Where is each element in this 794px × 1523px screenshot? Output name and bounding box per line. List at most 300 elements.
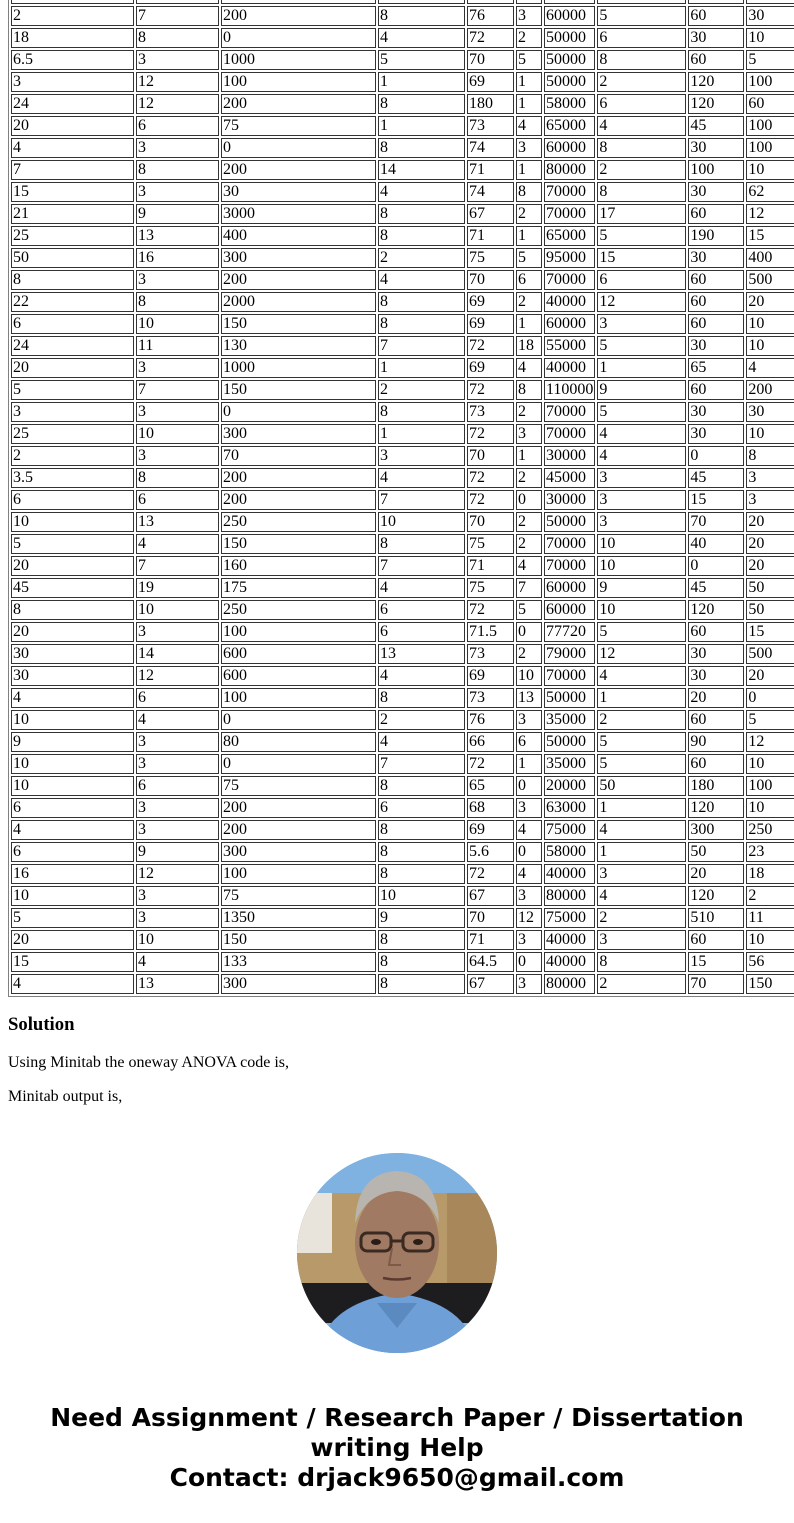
table-cell: 600 — [221, 644, 376, 664]
table-cell: 200 — [221, 6, 376, 26]
table-cell: 3 — [597, 468, 686, 488]
table-cell: 25 — [11, 226, 134, 246]
table-cell: 100 — [221, 864, 376, 884]
table-cell: 13 — [516, 688, 542, 708]
table-cell: 75 — [467, 578, 514, 598]
table-cell: 10 — [746, 798, 794, 818]
table-cell: 80000 — [544, 160, 595, 180]
table-cell: 10 — [378, 512, 465, 532]
table-cell: 50 — [746, 600, 794, 620]
table-cell: 4 — [378, 182, 465, 202]
table-row — [11, 688, 794, 708]
table-cell: 35000 — [544, 754, 595, 774]
table-cell: 6 — [378, 600, 465, 620]
table-cell: 6 — [597, 270, 686, 290]
table-cell: 70 — [467, 270, 514, 290]
table-cell: 300 — [221, 842, 376, 862]
table-cell: 2 — [378, 710, 465, 730]
table-cell: 40 — [688, 534, 744, 554]
table-cell: 10 — [136, 930, 219, 950]
table-cell: 10 — [516, 666, 542, 686]
table-cell: 69 — [467, 72, 514, 92]
table-cell: 60000 — [544, 578, 595, 598]
table-cell: 3 — [136, 886, 219, 906]
table-cell: 100 — [221, 622, 376, 642]
table-cell: 8 — [378, 952, 465, 972]
table-cell: 1 — [516, 72, 542, 92]
table-cell: 180 — [467, 94, 514, 114]
table-cell: 71 — [467, 556, 514, 576]
table-cell: 20 — [746, 666, 794, 686]
table-cell: 60 — [688, 314, 744, 334]
table-cell: 1 — [597, 842, 686, 862]
table-cell: 3 — [136, 622, 219, 642]
table-cell: 3 — [136, 820, 219, 840]
table-cell: 6 — [516, 732, 542, 752]
table-cell: 500 — [746, 270, 794, 290]
table-cell: 8 — [11, 600, 134, 620]
table-cell: 4 — [136, 952, 219, 972]
table-row — [11, 864, 794, 884]
table-cell: 300 — [221, 424, 376, 444]
table-cell: 4 — [11, 820, 134, 840]
table-cell: 200 — [221, 468, 376, 488]
table-cell: 6 — [597, 94, 686, 114]
table-cell: 9 — [597, 578, 686, 598]
table-cell: 90 — [688, 732, 744, 752]
table-cell: 5 — [597, 754, 686, 774]
table-cell: 9 — [136, 842, 219, 862]
table-cell: 6 — [136, 490, 219, 510]
table-cell: 20000 — [544, 776, 595, 796]
table-row — [11, 160, 794, 180]
table-cell: 300 — [221, 974, 376, 994]
table-cell: 60000 — [544, 138, 595, 158]
table-cell: 3 — [597, 314, 686, 334]
table-cell: 2 — [516, 468, 542, 488]
promo-line-2: writing Help — [310, 1433, 484, 1462]
table-cell: 3 — [136, 908, 219, 928]
table-cell: 65 — [688, 358, 744, 378]
table-cell: 12 — [597, 644, 686, 664]
table-cell: 12 — [136, 666, 219, 686]
table-cell: 12 — [746, 732, 794, 752]
table-cell: 72 — [467, 28, 514, 48]
table-cell: 200 — [221, 490, 376, 510]
table-cell: 3 — [136, 402, 219, 422]
table-cell: 45 — [11, 578, 134, 598]
table-cell: 7 — [136, 380, 219, 400]
table-cell: 1000 — [221, 50, 376, 70]
table-cell: 5 — [516, 600, 542, 620]
table-cell: 0 — [221, 138, 376, 158]
table-cell: 72 — [467, 864, 514, 884]
table-cell: 6 — [11, 490, 134, 510]
table-cell: 50000 — [544, 28, 595, 48]
table-cell: 120 — [688, 94, 744, 114]
table-cell: 18 — [746, 864, 794, 884]
table-cell: 3 — [136, 732, 219, 752]
table-cell: 71 — [467, 160, 514, 180]
table-cell: 6 — [516, 270, 542, 290]
table-cell: 70000 — [544, 666, 595, 686]
table-cell: 50000 — [544, 50, 595, 70]
table-cell: 0 — [516, 952, 542, 972]
table-cell: 1 — [597, 358, 686, 378]
table-cell: 70 — [467, 908, 514, 928]
table-cell: 60 — [688, 270, 744, 290]
table-cell: 1 — [597, 798, 686, 818]
table-cell: 10 — [597, 534, 686, 554]
table-cell: 60 — [688, 50, 744, 70]
solution-text-output: Minitab output is, — [8, 1088, 123, 1105]
table-cell: 15 — [746, 622, 794, 642]
table-row — [11, 380, 794, 400]
table-cell: 100 — [746, 776, 794, 796]
table-cell: 4 — [597, 116, 686, 136]
table-cell: 3 — [516, 138, 542, 158]
table-cell: 20 — [11, 556, 134, 576]
table-cell: 3 — [516, 974, 542, 994]
table-cell: 8 — [378, 402, 465, 422]
table-cell: 64.5 — [467, 952, 514, 972]
table-cell: 4 — [378, 578, 465, 598]
table-cell: 63000 — [544, 798, 595, 818]
table-cell: 8 — [378, 864, 465, 884]
table-cell: 2 — [516, 402, 542, 422]
table-cell: 58000 — [544, 94, 595, 114]
table-cell: 6 — [11, 798, 134, 818]
table-row — [11, 600, 794, 620]
table-cell: 3 — [516, 424, 542, 444]
table-cell: 2 — [597, 710, 686, 730]
table-cell: 24 — [11, 336, 134, 356]
table-cell: 10 — [746, 424, 794, 444]
table-cell: 6 — [11, 842, 134, 862]
table-cell: 50000 — [544, 732, 595, 752]
table-cell: 9 — [597, 380, 686, 400]
table-row — [11, 226, 794, 246]
table-cell: 75 — [221, 116, 376, 136]
table-cell: 56 — [746, 952, 794, 972]
table-row — [11, 732, 794, 752]
table-cell: 2 — [597, 72, 686, 92]
table-cell: 2 — [597, 974, 686, 994]
table-cell: 60 — [688, 754, 744, 774]
table-cell: 8 — [136, 160, 219, 180]
table-cell: 30 — [688, 666, 744, 686]
table-cell: 0 — [221, 710, 376, 730]
table-cell: 71 — [467, 930, 514, 950]
table-row — [11, 314, 794, 334]
table-cell: 50000 — [544, 688, 595, 708]
table-cell: 60000 — [544, 6, 595, 26]
table-cell: 40000 — [544, 930, 595, 950]
table-cell: 3 — [516, 930, 542, 950]
author-avatar — [297, 1153, 497, 1353]
table-cell: 400 — [746, 248, 794, 268]
table-cell: 70 — [467, 446, 514, 466]
table-cell: 3 — [136, 182, 219, 202]
table-cell: 8 — [378, 204, 465, 224]
table-cell: 1000 — [221, 358, 376, 378]
table-cell: 3000 — [221, 204, 376, 224]
table-cell: 1 — [516, 160, 542, 180]
table-cell: 20 — [746, 512, 794, 532]
table-cell: 4 — [516, 556, 542, 576]
table-cell: 45 — [688, 468, 744, 488]
table-cell: 3 — [378, 446, 465, 466]
table-cell: 2 — [11, 446, 134, 466]
table-cell: 1 — [597, 688, 686, 708]
table-cell: 400 — [221, 226, 376, 246]
table-cell: 73 — [467, 116, 514, 136]
table-row — [11, 358, 794, 378]
table-cell: 8 — [378, 974, 465, 994]
table-cell: 69 — [467, 292, 514, 312]
table-cell: 8 — [597, 952, 686, 972]
table-cell: 3 — [746, 490, 794, 510]
table-row — [11, 952, 794, 972]
table-row — [11, 842, 794, 862]
table-cell: 9 — [11, 732, 134, 752]
table-cell: 60 — [688, 380, 744, 400]
table-cell: 4 — [516, 820, 542, 840]
table-cell: 77720 — [544, 622, 595, 642]
table-body — [11, 0, 794, 994]
table-cell: 30 — [688, 28, 744, 48]
table-cell: 2 — [516, 292, 542, 312]
table-cell: 1 — [378, 72, 465, 92]
table-cell: 200 — [221, 160, 376, 180]
table-cell: 50000 — [544, 512, 595, 532]
table-cell: 4 — [11, 138, 134, 158]
table-cell: 10 — [746, 314, 794, 334]
table-cell: 72 — [467, 490, 514, 510]
data-table-container — [8, 0, 794, 997]
table-cell: 50 — [688, 842, 744, 862]
table-row — [11, 94, 794, 114]
table-cell: 20 — [688, 688, 744, 708]
table-cell: 200 — [746, 380, 794, 400]
table-cell: 13 — [136, 974, 219, 994]
table-cell: 3 — [516, 886, 542, 906]
table-cell: 14 — [136, 644, 219, 664]
table-cell: 20 — [11, 358, 134, 378]
table-cell: 6 — [378, 622, 465, 642]
table-cell: 150 — [221, 380, 376, 400]
table-cell: 6 — [136, 688, 219, 708]
table-cell: 20 — [746, 534, 794, 554]
table-cell: 8 — [378, 776, 465, 796]
table-cell: 24 — [11, 94, 134, 114]
table-cell: 68 — [467, 798, 514, 818]
table-cell: 80000 — [544, 974, 595, 994]
table-row — [11, 204, 794, 224]
table-cell: 50 — [746, 578, 794, 598]
table-cell: 1 — [516, 314, 542, 334]
table-cell: 13 — [136, 226, 219, 246]
table-cell: 12 — [746, 204, 794, 224]
table-cell: 60 — [688, 710, 744, 730]
table-cell: 15 — [746, 226, 794, 246]
table-cell: 8 — [378, 94, 465, 114]
table-cell: 50 — [597, 776, 686, 796]
table-cell: 300 — [688, 820, 744, 840]
table-cell: 70000 — [544, 556, 595, 576]
table-cell: 45 — [688, 578, 744, 598]
table-row — [11, 50, 794, 70]
table-row — [11, 622, 794, 642]
table-cell: 79000 — [544, 644, 595, 664]
table-cell: 4 — [516, 358, 542, 378]
table-cell: 75 — [467, 534, 514, 554]
table-cell: 12 — [597, 292, 686, 312]
table-cell: 7 — [378, 490, 465, 510]
table-cell: 30000 — [544, 446, 595, 466]
table-row — [11, 446, 794, 466]
table-cell: 4 — [378, 468, 465, 488]
table-cell: 66 — [467, 732, 514, 752]
solution-section — [8, 1014, 788, 1120]
table-cell: 4 — [378, 28, 465, 48]
table-row — [11, 28, 794, 48]
table-cell: 7 — [378, 754, 465, 774]
table-cell: 4 — [11, 974, 134, 994]
table-cell: 45 — [688, 116, 744, 136]
table-cell: 25 — [11, 424, 134, 444]
table-cell: 5 — [597, 226, 686, 246]
table-cell: 30 — [746, 6, 794, 26]
table-cell: 70000 — [544, 424, 595, 444]
table-cell: 2 — [11, 6, 134, 26]
table-cell: 250 — [746, 820, 794, 840]
table-cell: 70000 — [544, 402, 595, 422]
table-cell: 130 — [221, 336, 376, 356]
table-cell: 7 — [516, 578, 542, 598]
table-cell: 60000 — [544, 314, 595, 334]
table-row — [11, 512, 794, 532]
table-cell: 2 — [378, 380, 465, 400]
table-row — [11, 666, 794, 686]
table-row — [11, 886, 794, 906]
table-cell: 1 — [516, 446, 542, 466]
table-cell: 8 — [378, 820, 465, 840]
table-cell: 40000 — [544, 292, 595, 312]
table-cell: 150 — [221, 534, 376, 554]
table-cell: 30 — [688, 336, 744, 356]
table-cell: 100 — [688, 160, 744, 180]
table-cell: 75000 — [544, 908, 595, 928]
table-cell: 150 — [221, 314, 376, 334]
table-cell: 20 — [11, 622, 134, 642]
table-cell: 0 — [516, 622, 542, 642]
table-row — [11, 6, 794, 26]
table-cell: 4 — [378, 732, 465, 752]
table-cell: 10 — [136, 424, 219, 444]
table-cell: 5 — [11, 380, 134, 400]
table-cell: 4 — [746, 358, 794, 378]
table-cell: 12 — [136, 94, 219, 114]
table-cell: 13 — [378, 644, 465, 664]
table-cell: 2 — [597, 908, 686, 928]
table-row — [11, 248, 794, 268]
table-cell: 250 — [221, 600, 376, 620]
table-cell: 30 — [11, 666, 134, 686]
table-cell: 3 — [597, 864, 686, 884]
table-cell: 150 — [746, 974, 794, 994]
table-cell: 30 — [688, 182, 744, 202]
table-cell: 72 — [467, 424, 514, 444]
table-cell: 4 — [516, 864, 542, 884]
table-cell: 70 — [688, 974, 744, 994]
table-cell: 10 — [746, 336, 794, 356]
table-cell: 71 — [467, 226, 514, 246]
table-cell: 11 — [746, 908, 794, 928]
table-cell: 600 — [221, 666, 376, 686]
table-cell: 8 — [378, 534, 465, 554]
table-cell: 70000 — [544, 534, 595, 554]
table-row — [11, 798, 794, 818]
table-cell: 2 — [597, 160, 686, 180]
table-cell: 120 — [688, 798, 744, 818]
table-cell: 60 — [688, 292, 744, 312]
table-cell: 20 — [11, 116, 134, 136]
table-cell: 100 — [746, 116, 794, 136]
table-cell: 74 — [467, 138, 514, 158]
table-cell: 8 — [378, 930, 465, 950]
table-cell: 72 — [467, 754, 514, 774]
table-cell: 12 — [136, 864, 219, 884]
table-cell: 60 — [688, 6, 744, 26]
table-row — [11, 72, 794, 92]
table-cell: 10 — [378, 886, 465, 906]
table-cell: 160 — [221, 556, 376, 576]
table-cell: 5.6 — [467, 842, 514, 862]
table-cell: 30 — [746, 402, 794, 422]
table-cell: 70 — [467, 512, 514, 532]
table-cell: 30 — [688, 424, 744, 444]
table-cell: 1 — [516, 94, 542, 114]
table-cell: 10 — [597, 556, 686, 576]
table-cell: 2 — [516, 644, 542, 664]
table-cell: 12 — [516, 908, 542, 928]
table-row — [11, 402, 794, 422]
table-cell: 8 — [378, 138, 465, 158]
table-row — [11, 908, 794, 928]
table-cell: 80 — [221, 732, 376, 752]
table-cell: 20 — [746, 556, 794, 576]
table-cell: 70000 — [544, 270, 595, 290]
table-cell: 35000 — [544, 710, 595, 730]
table-cell: 16 — [11, 864, 134, 884]
table-cell: 10 — [136, 600, 219, 620]
table-cell: 10 — [746, 28, 794, 48]
table-row — [11, 424, 794, 444]
table-cell: 7 — [11, 160, 134, 180]
table-cell: 45000 — [544, 468, 595, 488]
table-cell: 0 — [746, 688, 794, 708]
table-cell: 18 — [11, 28, 134, 48]
table-cell: 5 — [597, 622, 686, 642]
table-cell: 69 — [467, 314, 514, 334]
table-cell: 20 — [746, 292, 794, 312]
table-row — [11, 336, 794, 356]
table-cell: 67 — [467, 974, 514, 994]
table-row — [11, 468, 794, 488]
table-cell: 69 — [467, 358, 514, 378]
table-cell: 2 — [516, 512, 542, 532]
